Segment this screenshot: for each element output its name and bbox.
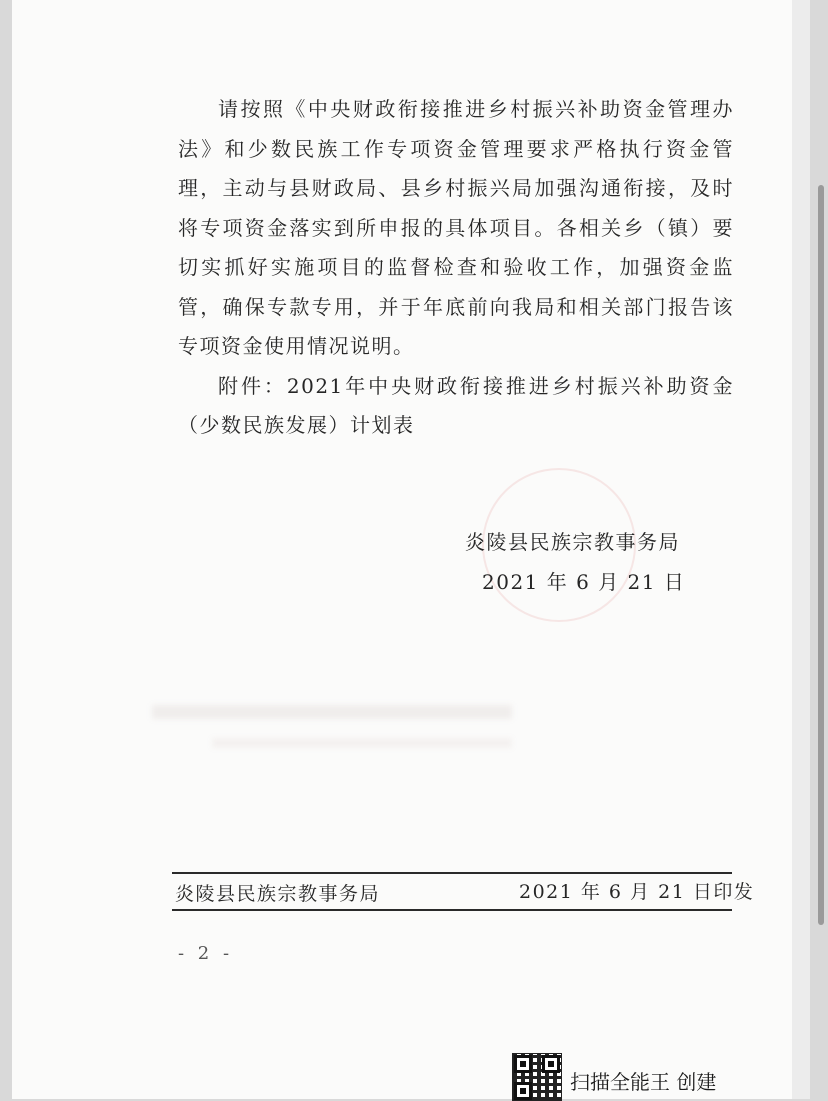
page-edge [792, 0, 810, 1099]
footer-issuer: 炎陵县民族宗教事务局 [175, 883, 381, 905]
footer-rule-bottom [172, 909, 732, 911]
bleed-through-text [152, 705, 512, 719]
footer-rule-top [172, 872, 732, 874]
document-page [12, 0, 810, 1099]
signature-org: 炎陵县民族宗教事务局 [465, 530, 680, 554]
attachment-note: 附件：2021年中央财政衔接推进乡村振兴补助资金（少数民族发展）计划表 [178, 373, 734, 437]
scrollbar[interactable] [818, 185, 824, 925]
signature-date: 2021 年 6 月 21 日 [482, 570, 686, 594]
footer-issue-date: 2021 年 6 月 21 日印发 [519, 881, 755, 903]
bleed-through-text [212, 738, 512, 748]
document-body [178, 90, 734, 446]
scanner-watermark-text: 扫描全能王 创建 [570, 1070, 717, 1094]
body-paragraph: 请按照《中央财政衔接推进乡村振兴补助资金管理办法》和少数民族工作专项资金管理要求严格执行资金管理，主动与县财政局、县乡村振兴局加强沟通衔接，及时将专项资金落实到所申报的具体项目。各相关乡（镇）要切实抓好实施项目的监督检查和验收工作，加强资金监管，确保专款专用，并于年底前向我局和相关部门报告该专项资金使用情况说明。 [178, 97, 734, 358]
qr-code-icon [512, 1053, 562, 1101]
page-number: - 2 - [178, 943, 234, 964]
